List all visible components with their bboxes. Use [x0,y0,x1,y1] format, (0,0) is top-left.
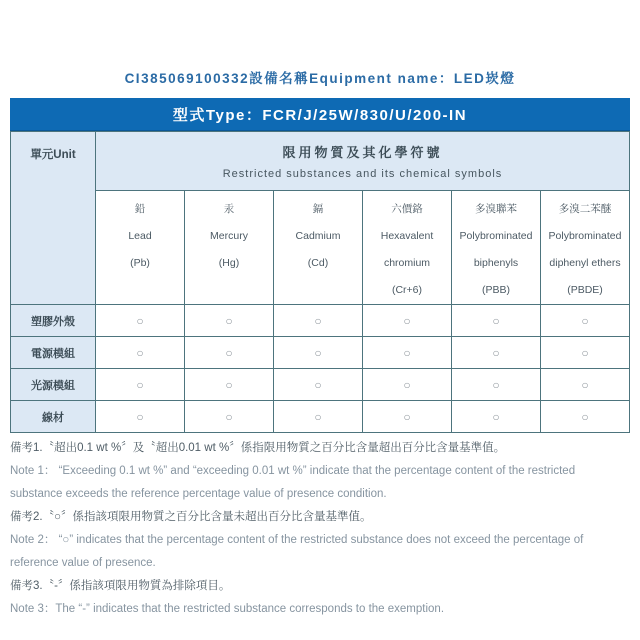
compliance-mark: ○ [274,401,363,433]
compliance-mark: ○ [185,369,274,401]
column-header-line: 鎘 [312,203,324,215]
compliance-mark: ○ [541,369,630,401]
column-header-line: Polybrominated [459,230,533,242]
compliance-mark: ○ [363,305,452,337]
compliance-mark: ○ [274,337,363,369]
substances-header-cell [96,132,630,191]
substances-header-zh: 限用物質及其化學符號 [282,145,443,160]
compliance-mark: ○ [452,305,541,337]
column-header-line: Polybrominated [548,230,622,242]
note1-zh: 備考1.〝超出0.1 wt %〞及〝超出0.01 wt %〞係指限用物質之百分比含量超出百分比含量基準值。 [10,442,506,454]
column-header-line [96,277,184,304]
compliance-mark: ○ [452,337,541,369]
column-header-line: (Cr+6) [391,284,423,296]
table-row [11,401,630,433]
compliance-mark: ○ [363,401,452,433]
type-banner-label: 型式Type：FCR/J/25W/830/U/200-IN [172,106,468,124]
compliance-mark: ○ [96,337,185,369]
compliance-mark: ○ [363,337,452,369]
compliance-mark: ○ [541,337,630,369]
compliance-mark: ○ [541,401,630,433]
column-header-line: (PBDE) [567,284,603,296]
column-header-line: (Hg) [218,257,240,269]
compliance-mark: ○ [185,401,274,433]
note3-zh: 備考3.〝-〞係指該項限用物質為排除項目。 [10,580,231,592]
compliance-mark: ○ [452,369,541,401]
compliance-mark: ○ [452,401,541,433]
column-header-line: Cadmium [295,230,341,242]
column-header-lead [96,191,185,305]
table-header-row-substances [11,191,630,305]
column-header-line: diphenyl ethers [549,257,621,269]
column-header-line: chromium [383,257,431,269]
column-header-line: (PBB) [481,284,510,296]
column-header-line: (Pb) [130,257,150,269]
column-header-cadmium [274,191,363,305]
column-header-line: biphenyls [473,257,519,269]
row-label-wires: 線材 [11,401,96,433]
compliance-mark: ○ [541,305,630,337]
column-header-line: Hexavalent [380,230,434,242]
compliance-mark: ○ [274,369,363,401]
column-header-hexavalent-chromium [363,191,452,305]
unit-header-label: 單元Unit [30,149,76,161]
compliance-mark: ○ [96,305,185,337]
column-header-line: Mercury [210,230,248,242]
column-header-line: 多溴聯苯 [475,203,517,215]
column-header-mercury [185,191,274,305]
column-header-line: (Cd) [307,257,329,269]
compliance-mark: ○ [96,401,185,433]
restricted-substances-table [10,131,630,433]
table-row [11,305,630,337]
substances-header-en: Restricted substances and its chemical symbols [222,168,503,180]
compliance-mark: ○ [274,305,363,337]
column-header-pbde [541,191,630,305]
row-label-power-module: 電源模組 [11,337,96,369]
note1-en: Note 1： “Exceeding 0.1 wt %” and “exceeding 0.01 wt %” indicate that the percentage content of the restricted substance exceeds the reference percentage value of presence condition. [10,465,576,500]
note2-zh: 備考2.〝○〞係指該項限用物質之百分比含量未超出百分比含量基準值。 [10,511,372,523]
note3-en: Note 3：The “-” indicates that the restricted substance corresponds to the exemption. [10,603,445,615]
unit-header-cell [11,132,96,305]
table-header-row-main [11,132,630,191]
compliance-mark: ○ [96,369,185,401]
column-header-line [274,277,362,304]
row-label-light-source-module: 光源模組 [11,369,96,401]
compliance-mark: ○ [363,369,452,401]
page-title: CI385069100332設備名稱Equipment name：LED崁燈 [124,71,516,86]
column-header-line: Lead [128,230,152,242]
type-banner [10,98,630,131]
column-header-line: 汞 [223,203,235,215]
column-header-line: 鉛 [134,203,146,215]
column-header-line: 六價鉻 [391,203,423,215]
table-row [11,369,630,401]
table-row [11,337,630,369]
notes-section [10,437,630,621]
note2-en: Note 2： “○” indicates that the percentage content of the restricted substance does not exceed the percentage of reference value of presence. [10,534,584,569]
column-header-line [185,277,273,304]
row-label-plastic-shell: 塑膠外殼 [11,305,96,337]
compliance-mark: ○ [185,337,274,369]
compliance-mark: ○ [185,305,274,337]
column-header-line: 多溴二苯醚 [558,203,612,215]
column-header-pbb [452,191,541,305]
